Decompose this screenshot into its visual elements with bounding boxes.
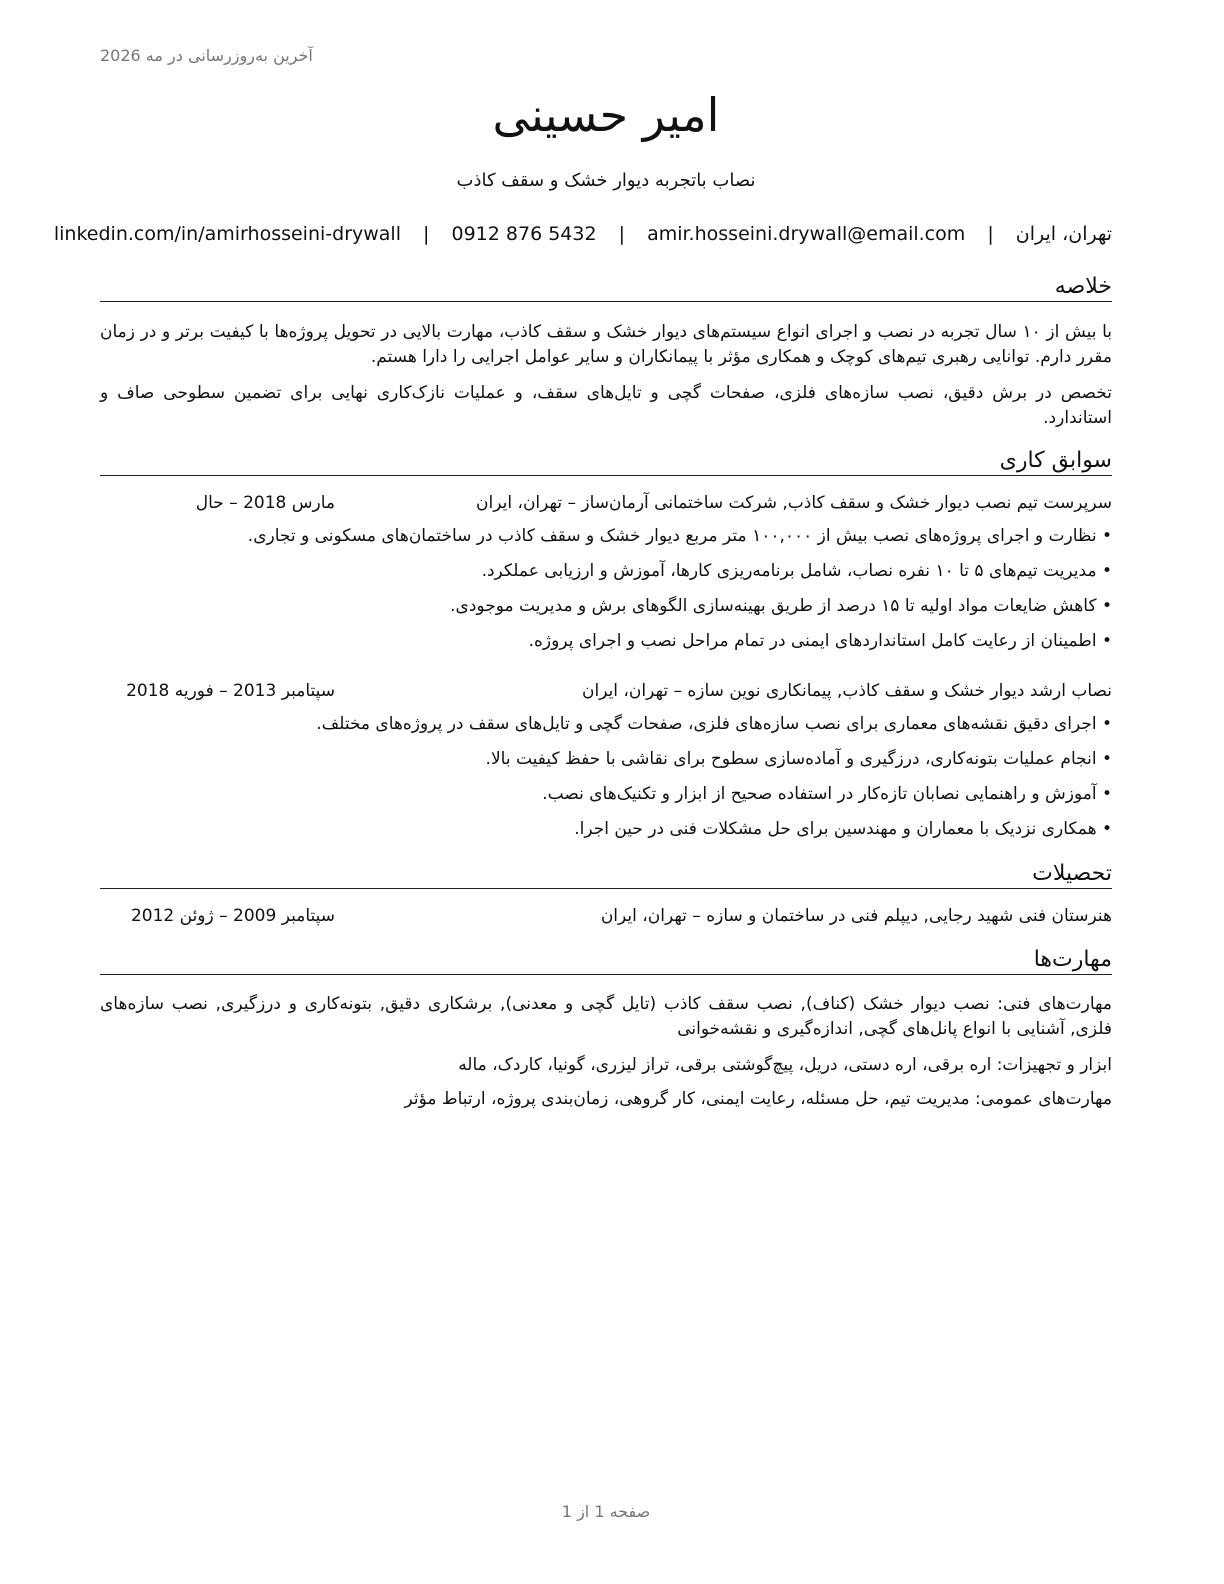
contact-phone[interactable]: 0912 876 5432 <box>451 223 597 245</box>
page-number: صفحه 1 از 1 <box>561 1502 651 1521</box>
section-title-experience: سوابق کاری <box>100 448 1112 476</box>
summary-paragraph: با بیش از ۱۰ سال تجربه در نصب و اجرای انواع سیستم‌های دیوار خشک و سقف کاذب، مهارت بالایی در تحویل پروژه‌ها با کیفیت برتر و در زمان مقرر دارم. توانایی رهبری تیم‌های کوچک و همکاری مؤثر با پیمانکاران و سایر عوامل اجرایی را دارا هستم. <box>100 322 1112 367</box>
section-title-education: تحصیلات <box>100 861 1112 889</box>
summary-paragraph: تخصص در برش دقیق، نصب سازه‌های فلزی، صفحات گچی و تایل‌های سقف، و عملیات نازک‌کاری نهایی برای تضمین سطوحی صاف و استاندارد. <box>100 383 1112 428</box>
contact-line <box>53 223 1112 245</box>
contact-separator: | <box>618 223 626 245</box>
job-dates: مارس 2018 – حال <box>195 493 335 513</box>
last-updated-note: آخرین به‌روزرسانی در مه 2026 <box>100 46 313 65</box>
list-item: • آموزش و راهنمایی نصابان تازه‌کار در استفاده صحیح از ابزار و تکنیک‌های نصب. <box>100 781 1112 816</box>
list-item: • کاهش ضایعات مواد اولیه تا ۱۵ درصد از طریق بهینه‌سازی الگوهای برش و مدیریت موجودی. <box>100 593 1112 628</box>
section-title-summary: خلاصه <box>100 274 1112 302</box>
list-item: • اطمینان از رعایت کامل استانداردهای ایمنی در تمام مراحل نصب و اجرای پروژه. <box>100 628 1112 663</box>
job-heading-row <box>100 493 1112 519</box>
contact-email[interactable]: amir.hosseini.drywall@email.com <box>647 223 966 245</box>
job-title: نصاب ارشد دیوار خشک و سقف کاذب, پیمانکاری نوین سازه – تهران، ایران <box>581 681 1112 701</box>
job-bullets <box>100 523 1112 663</box>
contact-location: تهران، ایران <box>1015 223 1112 245</box>
candidate-name: امیر حسینی <box>492 88 720 142</box>
job-bullets <box>100 711 1112 851</box>
education-heading: هنرستان فنی شهید رجایی, دیپلم فنی در ساختمان و سازه – تهران، ایران <box>600 906 1112 926</box>
contact-separator: | <box>987 223 994 245</box>
section-title-skills: مهارت‌ها <box>100 947 1112 975</box>
candidate-headline: نصاب باتجربه دیوار خشک و سقف کاذب <box>456 170 756 191</box>
job-title: سرپرست تیم نصب دیوار خشک و سقف کاذب, شرکت ساختمانی آرمان‌ساز – تهران، ایران <box>476 493 1112 513</box>
list-item: • اجرای دقیق نقشه‌های معماری برای نصب سازه‌های فلزی، صفحات گچی و تایل‌های سقف در پروژه‌های مختلف. <box>100 711 1112 746</box>
list-item: • نظارت و اجرای پروژه‌های نصب بیش از ۱۰۰,۰۰۰ متر مربع دیوار خشک و سقف کاذب در ساختمان‌های مسکونی و تجاری. <box>100 523 1112 558</box>
skills-line: ابزار و تجهیزات: اره برقی، اره دستی، دریل، پیچ‌گوشتی برقی، تراز لیزری، گونیا، کاردک، ماله <box>458 1055 1112 1075</box>
contact-separator: | <box>423 223 430 245</box>
list-item: • همکاری نزدیک با معماران و مهندسین برای حل مشکلات فنی در حین اجرا. <box>100 816 1112 851</box>
skills-line: مهارت‌های عمومی: مدیریت تیم، حل مسئله، رعایت ایمنی، کار گروهی، زمان‌بندی پروژه، ارتباط مؤثر <box>404 1089 1112 1109</box>
list-item: • انجام عملیات بتونه‌کاری، درزگیری و آماده‌سازی سطوح برای نقاشی با حفظ کیفیت بالا. <box>100 746 1112 781</box>
skills-line: مهارت‌های فنی: نصب دیوار خشک (کناف), نصب سقف کاذب (تایل گچی و معدنی), برشکاری دقیق, بتونه‌کاری و درزگیری, نصب سازه‌های فلزی, آشنایی با انواع پانل‌های گچی, اندازه‌گیری و نقشه‌خوانی <box>100 994 1112 1039</box>
education-dates: سپتامبر 2009 – ژوئن 2012 <box>130 906 335 926</box>
education-row <box>100 906 1112 932</box>
contact-linkedin[interactable]: linkedin.com/in/amirhosseini-drywall <box>53 223 401 245</box>
job-dates: سپتامبر 2013 – فوریه 2018 <box>126 681 335 701</box>
list-item: • مدیریت تیم‌های ۵ تا ۱۰ نفره نصاب، شامل برنامه‌ریزی کارها، آموزش و ارزیابی عملکرد. <box>100 558 1112 593</box>
resume-page <box>53 0 1112 1584</box>
job-heading-row <box>100 681 1112 707</box>
